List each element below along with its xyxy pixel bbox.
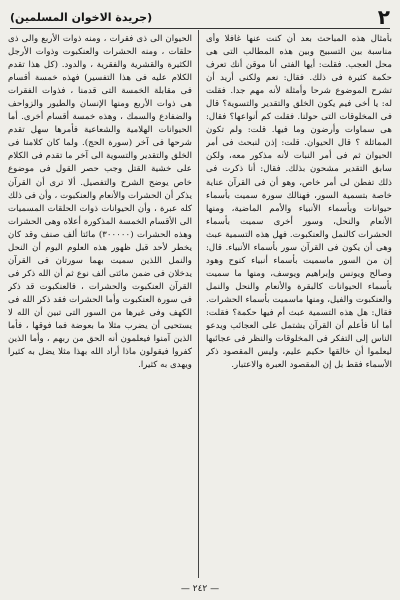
left-column-text: الحيوان الى ذى فقرات ، ومنه ذوات الأربع والى ذى حلقات ، ومنه الحشرات والعنكبوت وذوات الأرجل الكثيرة والقشرية والفقرية ، والدود. (كل هذا تقدم الكلام عليه فى هذا التفسير) فهذه خمسة أقسام فى مقابلة الخمسة التى قدمنا ، فذوات الفقرات هى ذوات الأربع ومنها الإنسان والطيور والزواحف والضفادع والسمك ، وهذه خمسة أقسام أخرى. أما الحيوانات الهلامية والشعاعية فأمرها سهل تقدم شرحها فى آخر (سورة الحج). ولما كان كلامنا فى الخلق والتقدير والتسوية الى آخر ما تقدم فى الكلام على خشية القتل وجب حصر القول فى موضوع خاص يوضح الشرح والتفصيل. ألا ترى أن القرآن يذكر أن الحشرات والأنعام والعنكبوت ، وأن فى ذلك كله عبرة ، وأن الحيوانات ذوات الحلقات المسميات الى الأقسام الخمسة المذكورة أعلاه وهى الحشرات وهذه الحشرات (٣٠٠٠٠٠) مائتا ألف صنف وقد كان يخطر لأحد قبل ظهور هذه العلوم اليوم أن النحل والنمل اللذين سميت بهما سورتان فى القرآن يدخلان فى ضمن مائتى ألف نوع ثم أن الله ذكر فى القرآن العنكبوت والحشرات ، فالعنكبوت قد ذكر فى سورة العنكبوت وأما الحشرات فقد ذكر الله فى الكهف وفى غيرها من السور التى تبين أن الله لا يستحيى أن يضرب مثلا ما بعوضة فما فوقها ، فأما الذين آمنوا فيعلمون أنه الحق من ربهم ، وأما الذين كفروا فيقولون ماذا أراد الله بهذا مثلا يضل به كثيرا ويهدى به كثيرا. <box>8 34 192 371</box>
newspaper-title: (جريدة الاخوان المسلمين) <box>10 10 153 24</box>
page-number: ٢ <box>377 5 390 29</box>
left-column <box>8 33 192 573</box>
page-header <box>10 6 390 29</box>
page-footer: — ٢٤٢ — <box>180 584 220 594</box>
right-column <box>206 33 392 573</box>
right-column-text: بأمثال هذه المباحث بعد أن كنت عنها غافلا وأى مناسبة بين التسبيح وبين هذه المطالب التى هى محل العجب. فقلت: أيها الفتى أنا موقن أنك تعرف حكمة كثيرة فى ذلك. فقال: نعم ولكنى أريد أن تشرح الموضوع شرحا وأمثلة لأنه مهم جدا. فقلت له: يا أخى فيم يكون الخلق والتقدير والتسوية؟ قال فى المخلوقات التى حولنا. فقلت كم أنواعها؟ فقال: هى سماوات وأرضون وما فيها. قلت: ولم تكون المماثلة ؟ قال الحيوان. قلت: إذن لنبحث فى أمر الحيوان ثم فى أمر النبات لأنه مذكور معه، ولكن سابق التقدير مشحون بذلك. فقال: أنا ذكرت فى ذلك تفطن لى أمر خاص، وهو أن فى القرآن عناية خاصة بتسمية السور، فهنالك سورة سميت بأسماء حيوانات وبأسماء الأنبياء والأمم الماضية، ومنها الأنعام والنحل، وسور أخرى سميت بأسماء الحشرات كالنمل والعنكبوت. فهل هذه التسمية عبث وهى أن يكون فى القرآن سور بأسماء الأنبياء. قال: إن من السور ماسميت بأسماء أنبياء كنوح وهود وصالح ويونس وإبراهيم ويوسف، ومنها ما سميت بأسماء الحيوانات كالبقرة والأنعام والنحل والنمل والعنكبوت والفيل، ومنها ماسميت بأسماء الحشرات. فقال: هل هذه التسمية عبث أم فيها حكمة؟ فقلت: أما أنا فأعلم أن القرآن يشتمل على العجائب ويدعو الناس إلى التفكر فى المخلوقات والنظر فى عجائبها ليعلموا أن خالقها حكيم عليم، وليس المقصود ذكر الأسماء فقط بل إن المقصود العبرة والاعتبار. <box>206 34 392 371</box>
column-divider <box>198 30 199 578</box>
